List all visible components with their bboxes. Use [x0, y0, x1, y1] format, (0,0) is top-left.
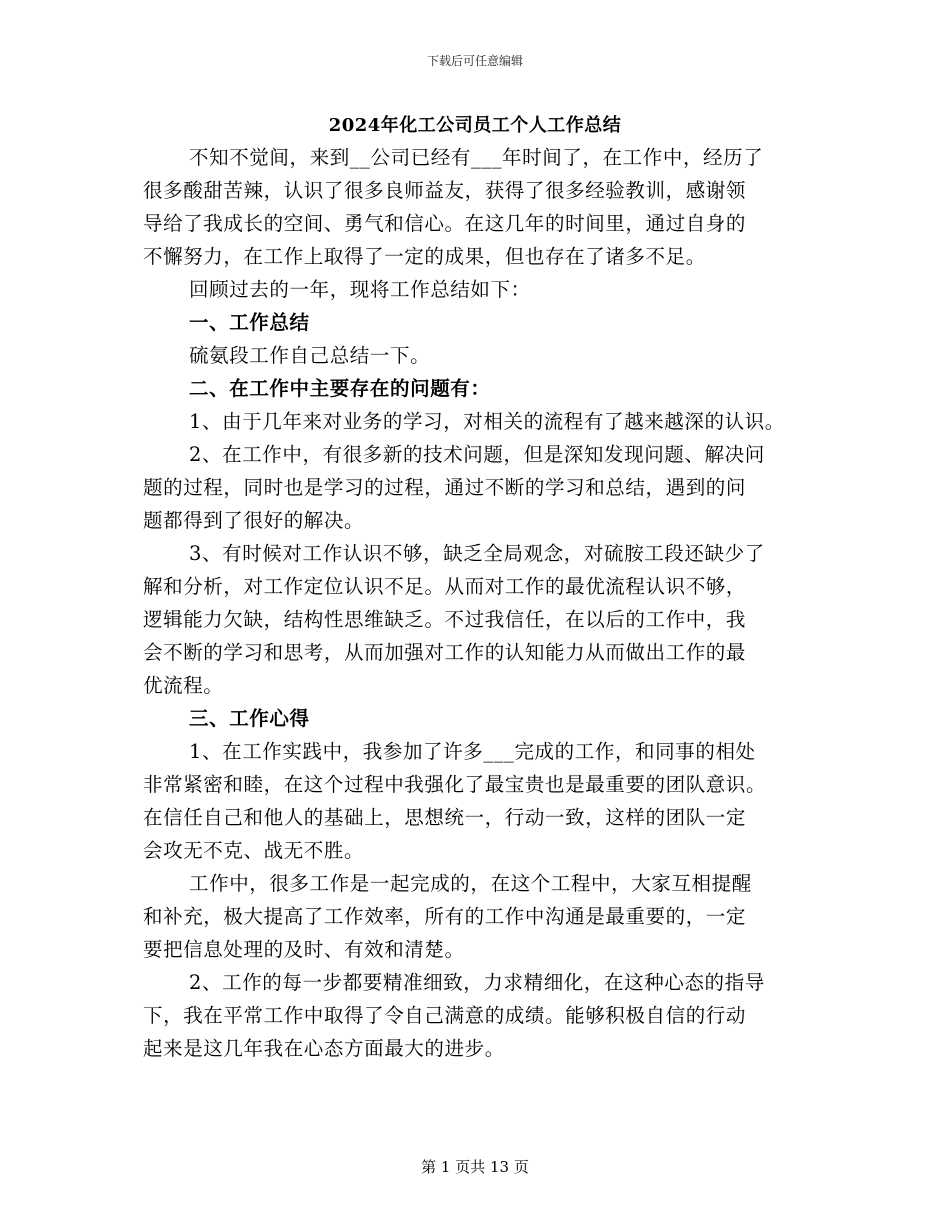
section-heading: 二、在工作中主要存在的问题有： [189, 377, 491, 400]
paragraph-line: 题都得到了很好的解决。 [143, 509, 365, 532]
paragraph-line: 硫氨段工作自己总结一下。 [189, 344, 431, 367]
paragraph-line: 回顾过去的一年，现将工作总结如下： [189, 278, 531, 301]
paragraph-line: 下，我在平常工作中取得了令自己满意的成绩。能够积极自信的行动 [143, 1004, 747, 1027]
paragraph-line: 题的过程，同时也是学习的过程，通过不断的学习和总结，遇到的问 [143, 476, 747, 499]
section-heading: 三、工作心得 [189, 707, 310, 730]
paragraph-line: 在信任自己和他人的基础上，思想统一，行动一致，这样的团队一定 [143, 806, 747, 829]
paragraph-line: 会不断的学习和思考，从而加强对工作的认知能力从而做出工作的最 [143, 641, 747, 664]
paragraph-line: 导给了我成长的空间、勇气和信心。在这几年的时间里，通过自身的 [143, 212, 747, 235]
paragraph-line: 不懈努力，在工作上取得了一定的成果，但也存在了诸多不足。 [143, 245, 706, 268]
section-heading: 一、工作总结 [189, 311, 310, 334]
paragraph-line: 非常紧密和睦，在这个过程中我强化了最宝贵也是最重要的团队意识。 [143, 773, 767, 796]
paragraph-line: 1、由于几年来对业务的学习，对相关的流程有了越来越深的认识。 [189, 410, 785, 433]
paragraph-line: 不知不觉间，来到__公司已经有___年时间了，在工作中，经历了 [189, 146, 764, 169]
paragraph-line: 优流程。 [143, 674, 224, 697]
paragraph-line: 工作中，很多工作是一起完成的，在这个工程中，大家互相提醒 [189, 872, 752, 895]
page-number-footer: 第 1 页共 13 页 [421, 1158, 529, 1176]
paragraph-line: 2、在工作中，有很多新的技术问题，但是深知发现问题、解决问 [189, 443, 765, 466]
paragraph-line: 很多酸甜苦辣，认识了很多良师益友，获得了很多经验教训，感谢领 [143, 179, 747, 202]
paragraph-line: 逻辑能力欠缺，结构性思维缺乏。不过我信任，在以后的工作中，我 [143, 608, 747, 631]
paragraph-line: 解和分析，对工作定位认识不足。从而对工作的最优流程认识不够， [143, 575, 747, 598]
paragraph-line: 3、有时候对工作认识不够，缺乏全局观念，对硫胺工段还缺少了 [189, 542, 765, 565]
paragraph-line: 1、在工作实践中，我参加了许多___完成的工作，和同事的相处 [189, 740, 756, 763]
paragraph-line: 2、工作的每一步都要精准细致，力求精细化，在这种心态的指导 [189, 971, 765, 994]
paragraph-line: 会攻无不克、战无不胜。 [143, 839, 365, 862]
paragraph-line: 起来是这几年我在心态方面最大的进步。 [143, 1037, 505, 1060]
document-title: 2024年化工公司员工个人工作总结 [328, 115, 622, 136]
document-body [143, 141, 813, 1065]
paragraph-line: 要把信息处理的及时、有效和清楚。 [143, 938, 465, 961]
page-header-note: 下载后可任意编辑 [426, 54, 523, 68]
paragraph-line: 和补充，极大提高了工作效率，所有的工作中沟通是最重要的，一定 [143, 905, 747, 928]
